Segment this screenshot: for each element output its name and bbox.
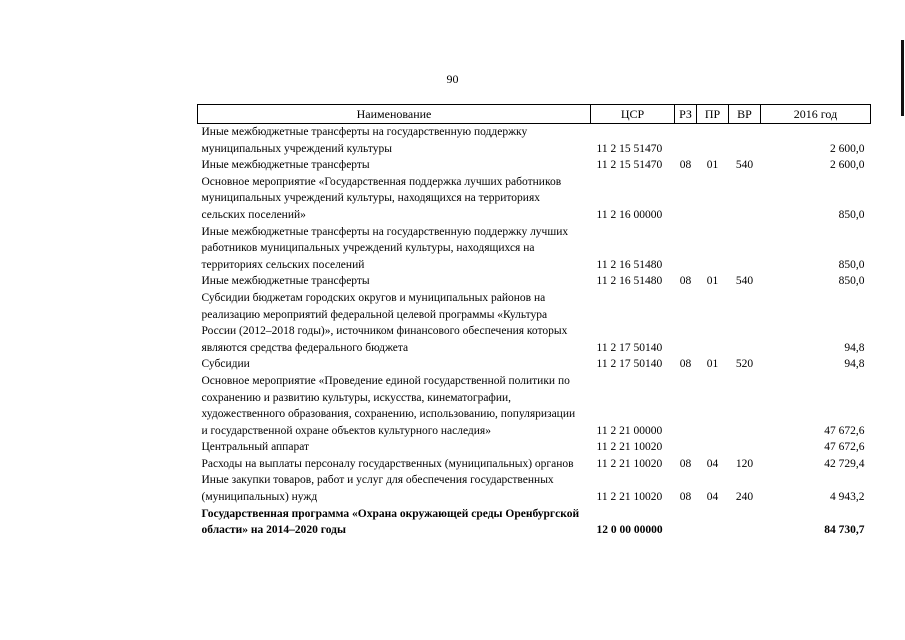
cell-vr: 240 (735, 491, 754, 504)
cell-rz (675, 124, 697, 158)
table-row (198, 439, 871, 456)
cell-pr (697, 290, 729, 356)
cell-name: Субсидии (201, 358, 250, 371)
cell-name: Субсидии бюджетам городских округов и муниципальных районов на реализацию мероприятий федеральной целевой программы «Культура России (2012–2018 годы)», источником финансового обеспечения которых являются средства федерального бюджета (201, 291, 568, 354)
cell-rz: 08 (679, 491, 692, 504)
cell-pr (697, 124, 729, 158)
cell-pr (697, 224, 729, 274)
cell-csr: 11 2 16 00000 (596, 208, 663, 221)
cell-vr: 540 (735, 275, 754, 288)
cell-amount: 42 729,4 (824, 457, 865, 470)
cell-amount: 2 600,0 (830, 142, 865, 155)
table-row (198, 456, 871, 473)
table-row (198, 373, 871, 439)
cell-vr (729, 290, 761, 356)
table-row (198, 472, 871, 505)
cell-pr (697, 174, 729, 224)
cell-vr (729, 174, 761, 224)
cell-rz (675, 224, 697, 274)
cell-csr: 11 2 15 51470 (596, 142, 663, 155)
cell-rz (675, 506, 697, 539)
cell-amount: 47 672,6 (824, 441, 865, 454)
cell-amount: 850,0 (838, 275, 865, 288)
header-name: Наименование (198, 105, 591, 124)
header-pr: ПР (697, 105, 729, 124)
budget-table (197, 104, 871, 539)
cell-amount: 94,8 (844, 358, 865, 371)
cell-rz (675, 174, 697, 224)
cell-name: Иные закупки товаров, работ и услуг для обеспечения государственных (муниципальных) нужд (201, 474, 554, 504)
cell-amount: 84 730,7 (824, 524, 865, 537)
cell-amount: 4 943,2 (830, 491, 865, 504)
cell-name: Расходы на выплаты персоналу государственных (муниципальных) органов (201, 457, 574, 470)
cell-rz (675, 373, 697, 439)
cell-name: Иные межбюджетные трансферты на государственную поддержку лучших работников муниципальных учреждений культуры, находящихся на территориях сельских поселений (201, 225, 569, 271)
cell-csr: 11 2 17 50140 (596, 358, 663, 371)
cell-csr: 12 0 00 00000 (596, 524, 663, 537)
cell-vr (729, 124, 761, 158)
cell-pr: 01 (706, 159, 719, 172)
cell-rz: 08 (679, 358, 692, 371)
cell-pr: 04 (706, 491, 719, 504)
cell-amount: 94,8 (844, 341, 865, 354)
table-row (198, 224, 871, 274)
cell-vr: 540 (735, 159, 754, 172)
cell-vr: 120 (735, 457, 754, 470)
cell-name: Основное мероприятие «Государственная поддержка лучших работников муниципальных учреждений культуры, находящихся на территориях сельских поселений» (201, 175, 562, 221)
cell-name: Государственная программа «Охрана окружающей среды Оренбургской области» на 2014–2020 годы (201, 507, 580, 537)
cell-vr (729, 506, 761, 539)
cell-csr: 11 2 21 10020 (596, 441, 663, 454)
header-year: 2016 год (761, 105, 871, 124)
cell-pr: 04 (706, 457, 719, 470)
cell-name: Иные межбюджетные трансферты (201, 159, 370, 172)
cell-pr: 01 (706, 358, 719, 371)
cell-pr: 01 (706, 275, 719, 288)
cell-csr: 11 2 15 51470 (596, 159, 663, 172)
cell-pr (697, 439, 729, 456)
header-csr: ЦСР (591, 105, 675, 124)
cell-name: Иные межбюджетные трансферты на государственную поддержку муниципальных учреждений культуры (201, 126, 528, 155)
cell-vr (729, 224, 761, 274)
header-rz: РЗ (675, 105, 697, 124)
cell-vr (729, 373, 761, 439)
cell-amount: 47 672,6 (824, 424, 865, 437)
cell-rz: 08 (679, 159, 692, 172)
cell-amount: 850,0 (838, 258, 865, 271)
table-row (198, 157, 871, 174)
table-row (198, 124, 871, 158)
cell-rz (675, 290, 697, 356)
header-row (198, 105, 871, 124)
cell-name: Центральный аппарат (201, 441, 310, 454)
cell-csr: 11 2 17 50140 (596, 341, 663, 354)
header-vr: ВР (729, 105, 761, 124)
table-row (198, 273, 871, 290)
table-row (198, 174, 871, 224)
cell-csr: 11 2 16 51480 (596, 275, 663, 288)
cell-name: Основное мероприятие «Проведение единой государственной политики по сохранению и развитию культуры, искусства, кинематографии, художественного образования, сохранению, использованию, популяризации и государственной охране объектов культурного наследия» (201, 374, 576, 437)
cell-pr (697, 506, 729, 539)
table-row (198, 356, 871, 373)
cell-csr: 11 2 21 10020 (596, 491, 663, 504)
cell-name: Иные межбюджетные трансферты (201, 275, 370, 288)
table-row (198, 290, 871, 356)
cell-rz: 08 (679, 275, 692, 288)
cell-rz (675, 439, 697, 456)
cell-csr: 11 2 21 00000 (596, 424, 663, 437)
cell-csr: 11 2 21 10020 (596, 457, 663, 470)
table-row (198, 506, 871, 539)
cell-amount: 850,0 (838, 208, 865, 221)
table-header (198, 105, 871, 124)
cell-vr (729, 439, 761, 456)
page-number: 90 (446, 72, 459, 86)
cell-csr: 11 2 16 51480 (596, 258, 663, 271)
cell-pr (697, 373, 729, 439)
cell-rz: 08 (679, 457, 692, 470)
cell-vr: 520 (735, 358, 754, 371)
table-body (198, 124, 871, 539)
cell-amount: 2 600,0 (830, 159, 865, 172)
